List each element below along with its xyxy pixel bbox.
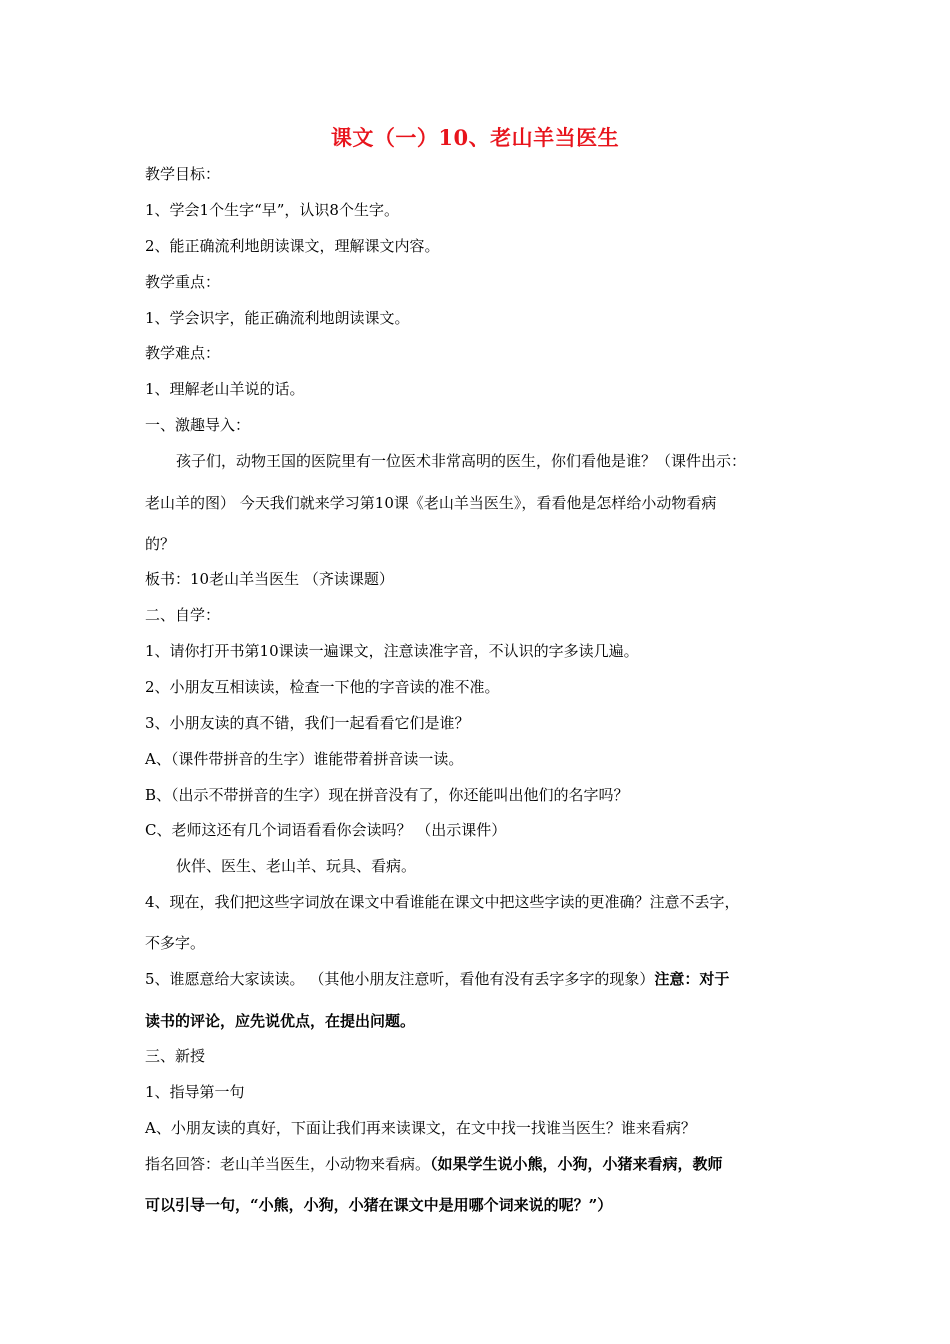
text-line: 2、能正确流利地朗读课文，理解课文内容。	[145, 237, 440, 255]
text-line	[145, 1011, 815, 1031]
emphasis-note: 读书的评论，应先说优点，在提出问题。	[145, 1012, 416, 1030]
text-line: 教学目标：	[145, 165, 221, 183]
text-line: 三、新授	[145, 1047, 206, 1065]
document-title: 课文（一）10、老山羊当医生	[330, 125, 620, 150]
text-line: B、（出示不带拼音的生字）现在拼音没有了，你还能叫出他们的名字吗？	[145, 786, 629, 804]
text-line: 教学难点：	[145, 344, 221, 362]
text-line: 的？	[145, 535, 176, 553]
text-line: 1、请你打开书第10课读一遍课文，注意读准字音，不认识的字多读几遍。	[145, 642, 639, 660]
text-line: 5、谁愿意给大家读读。 （其他小朋友注意听，看他有没有丢字多字的现象）注意：对于	[145, 970, 730, 988]
text-line: A、（课件带拼音的生字）谁能带着拼音读一读。	[145, 750, 464, 768]
text-line: 1、理解老山羊说的话。	[145, 380, 305, 398]
text-line: 伙伴、医生、老山羊、玩具、看病。	[176, 857, 417, 875]
text-line: A、小朋友读的真好，下面让我们再来读课文，在文中找一找谁当医生？谁来看病？	[145, 1119, 696, 1137]
emphasis-note: （如果学生说小熊，小狗，小猪来看病，教师	[430, 1155, 723, 1173]
text-line: 3、小朋友读的真不错，我们一起看看它们是谁？	[145, 714, 470, 732]
text-line: 指名回答：老山羊当医生，小动物来看病。（如果学生说小熊，小狗，小猪来看病，教师	[145, 1155, 723, 1173]
text-line: C、老师这还有几个词语看看你会读吗？ （出示课件）	[145, 821, 507, 839]
text-line: 不多字。	[145, 934, 206, 952]
text-line: 孩子们，动物王国的医院里有一位医术非常高明的医生，你们看他是谁？（课件出示：	[176, 452, 747, 470]
text-line: 4、现在，我们把这些字词放在课文中看谁能在课文中把这些字读的更准确？注意不丢字，	[145, 893, 740, 911]
text-line: 老山羊的图） 今天我们就来学习第10课《老山羊当医生》，看看他是怎样给小动物看病	[145, 494, 717, 512]
text-line: 1、指导第一句	[145, 1083, 245, 1101]
emphasis-note: 可以引导一句，“小熊，小狗，小猪在课文中是用哪个词来说的呢？”）	[145, 1196, 613, 1214]
text-line: 教学重点：	[145, 273, 221, 291]
text-line: 二、自学：	[145, 606, 221, 624]
text-line: 一、激趣导入：	[145, 416, 251, 434]
text-line: 1、学会1个生字“早”，认识8个生字。	[145, 201, 399, 219]
text-line: 2、小朋友互相读读，检查一下他的字音读的准不准。	[145, 678, 500, 696]
text-line	[145, 1195, 815, 1215]
text-line: 1、学会识字，能正确流利地朗读课文。	[145, 309, 410, 327]
text-line: 板书：10老山羊当医生 （齐读课题）	[145, 570, 394, 588]
emphasis-note: 注意：对于	[654, 970, 730, 988]
